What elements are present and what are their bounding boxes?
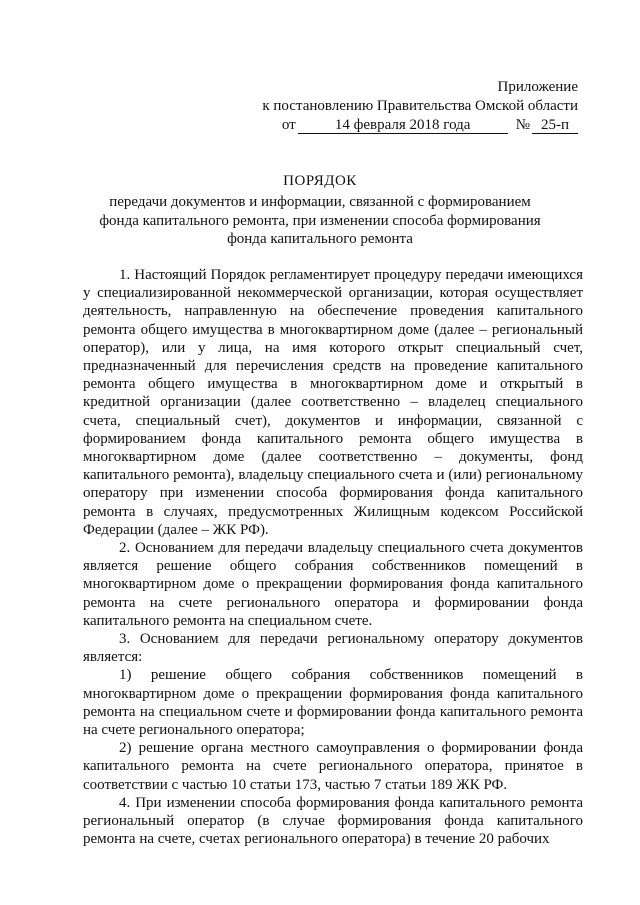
appendix-resolution: к постановлению Правительства Омской области [262, 98, 578, 114]
appendix-header [262, 78, 578, 135]
paragraph-3-item-2: 2) решение органа местного самоуправления о формировании фонда капитального ремонта на счете регионального оператора, принятое в соответствии с частью 10 статьи 173, частью 7 статьи 189 ЖК РФ. [83, 740, 583, 793]
paragraph-1: 1. Настоящий Порядок регламентирует процедуру передачи имеющихся у специализированной некоммерческой организации, которая осуществляет деятельность, направленную на обеспечение проведения капитального ремонта общего имущества в многоквартирном доме (далее – региональный оператор), или у лица, на имя которого открыт специальный счет, предназначенный для перечисления средств на проведение капитального ремонта общего имущества в многоквартирном доме и открытый в кредитной организации (далее соответственно – владелец специального счета, специальный счет), документов и информации, связанной с формированием фонда капитального ремонта общего имущества в многоквартирном доме (далее соответственно – документы, фонд капитального ремонта), владельцу специального счета и (или) региональному оператору при изменении способа формирования фонда капитального ремонта в случаях, предусмотренных Жилищным кодексом Российской Федерации (далее – ЖК РФ). [83, 267, 583, 538]
appendix-title: Приложение [497, 79, 578, 95]
document-subtitle: передачи документов и информации, связанной с формированием фонда капитального ремонта, при изменении способа формирования фонда капитального ремонта [99, 194, 541, 247]
number-field: 25-п [532, 118, 578, 134]
appendix-date-line [262, 116, 578, 135]
number-label: № [515, 117, 530, 133]
document-body [83, 266, 583, 849]
paragraph-4: 4. При изменении способа формирования фонда капитального ремонта региональный оператор (в случае формирования фонда капитального ремонта на счете, счетах регионального оператора) в течение 20 рабочих [83, 794, 583, 848]
from-label: от [281, 117, 296, 133]
date-field: 14 февраля 2018 года [298, 118, 508, 134]
paragraph-3: 3. Основанием для передачи региональному оператору документов является: [83, 631, 583, 666]
paragraph-3-item-1: 1) решение общего собрания собственников помещений в многоквартирном доме о прекращении формирования фонда капитального ремонта на специальном счете и формировании фонда капитального ремонта на счете регионального оператора; [83, 667, 583, 739]
document-title: ПОРЯДОК [283, 173, 357, 189]
paragraph-2: 2. Основанием для передачи владельцу специального счета документов является решение общего собрания собственников помещений в многоквартирном доме о прекращении формирования фонда капитального ремонта на счете регионального оператора и формировании фонда капитального ремонта на специальном счете. [83, 540, 583, 629]
